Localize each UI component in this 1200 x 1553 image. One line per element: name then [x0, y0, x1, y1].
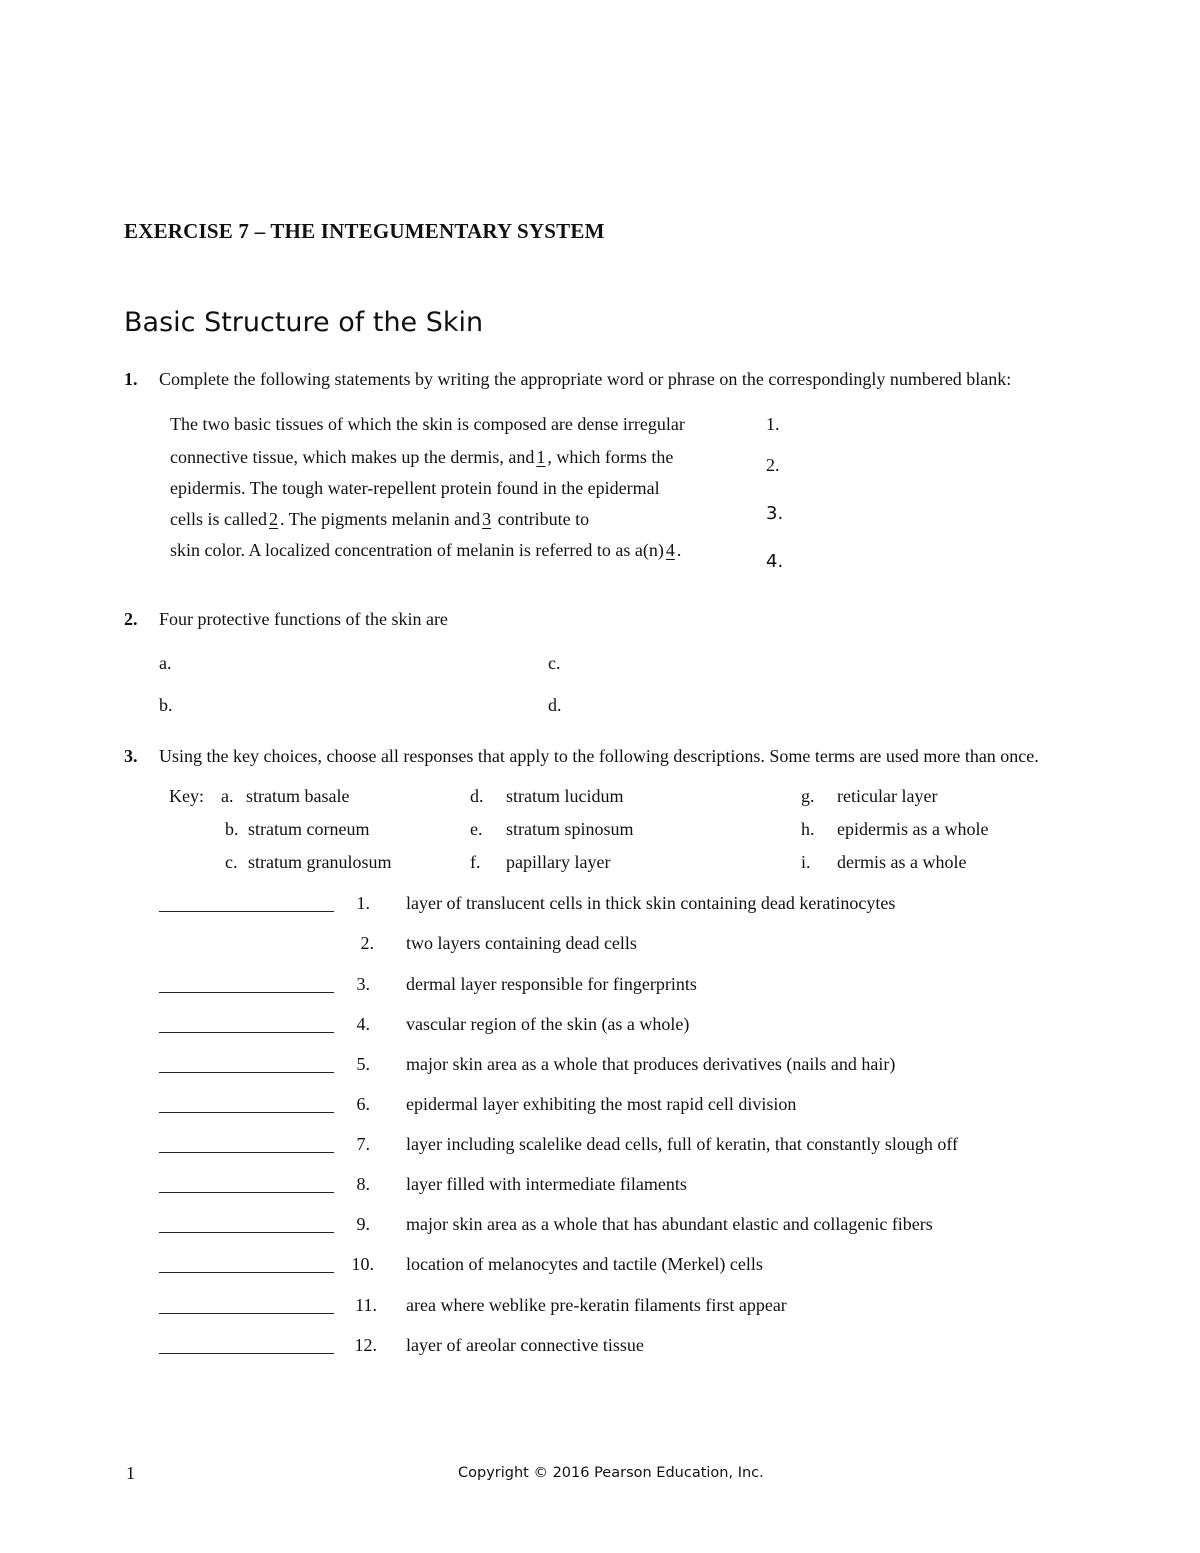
passage-text: , which forms the: [547, 447, 674, 467]
key-term: stratum spinosum: [506, 819, 634, 839]
fill-blank-3: 3: [482, 509, 492, 529]
q2-number: 2.: [124, 609, 138, 629]
passage-line: The two basic tissues of which the skin is composed are dense irregular: [170, 414, 685, 434]
key-letter: d.: [470, 786, 484, 806]
passage-line: [170, 509, 589, 530]
item-description: dermal layer responsible for fingerprints: [406, 974, 697, 994]
q3-number: 3.: [124, 746, 138, 766]
item-number: 3.: [356, 974, 370, 994]
passage-text: . The pigments melanin and: [279, 509, 481, 529]
item-number: 2.: [360, 933, 374, 953]
answer-blank[interactable]: [159, 992, 334, 993]
item-description: layer of areolar connective tissue: [406, 1335, 644, 1355]
fill-blank-1: 1: [536, 447, 546, 467]
q2-option-c[interactable]: c.: [548, 653, 561, 673]
key-letter: c.: [225, 852, 238, 872]
item-description: epidermal layer exhibiting the most rapid cell division: [406, 1094, 797, 1114]
answer-label-4[interactable]: 4.: [766, 551, 784, 572]
q2-option-a[interactable]: a.: [159, 653, 172, 673]
item-description: two layers containing dead cells: [406, 933, 637, 953]
exercise-title: EXERCISE 7 – THE INTEGUMENTARY SYSTEM: [124, 219, 605, 243]
item-description: layer filled with intermediate filaments: [406, 1174, 687, 1194]
passage-line: epidermis. The tough water-repellent protein found in the epidermal: [170, 478, 660, 498]
answer-blank[interactable]: [159, 1192, 334, 1193]
passage-line: [170, 540, 681, 561]
key-term: dermis as a whole: [837, 852, 967, 872]
key-term: stratum granulosum: [248, 852, 392, 872]
answer-blank[interactable]: [159, 1232, 334, 1233]
answer-blank[interactable]: [159, 1272, 334, 1273]
key-letter: g.: [801, 786, 815, 806]
key-label: Key:: [169, 786, 204, 806]
passage-text: cells is called: [170, 509, 267, 529]
item-number: 10.: [351, 1254, 374, 1274]
q1-prompt: Complete the following statements by writing the appropriate word or phrase on the correspondingly numbered blank:: [159, 369, 1012, 389]
passage-text: contribute to: [497, 509, 590, 529]
answer-blank[interactable]: [159, 1152, 334, 1153]
answer-blank[interactable]: [159, 1313, 334, 1314]
item-number: 5.: [356, 1054, 370, 1074]
key-term: stratum lucidum: [506, 786, 624, 806]
item-number: 7.: [356, 1134, 370, 1154]
item-description: vascular region of the skin (as a whole): [406, 1014, 690, 1034]
q3-prompt: Using the key choices, choose all responses that apply to the following descriptions. Some terms are used more than once.: [159, 746, 1039, 766]
section-title: Basic Structure of the Skin: [124, 307, 484, 338]
q1-number: 1.: [124, 369, 138, 389]
key-term: stratum corneum: [248, 819, 370, 839]
page-number: 1: [126, 1463, 135, 1483]
item-description: major skin area as a whole that produces derivatives (nails and hair): [406, 1054, 896, 1074]
item-number: 1.: [356, 893, 370, 913]
item-number: 9.: [356, 1214, 370, 1234]
answer-blank[interactable]: [159, 911, 334, 912]
passage-text: connective tissue, which makes up the dermis, and: [170, 447, 535, 467]
answer-label-2[interactable]: 2.: [766, 455, 780, 475]
item-description: layer of translucent cells in thick skin containing dead keratinocytes: [406, 893, 896, 913]
answer-label-1[interactable]: 1.: [766, 414, 780, 434]
key-letter: b.: [225, 819, 239, 839]
passage-text: skin color. A localized concentration of melanin is referred to as a(n): [170, 540, 664, 560]
answer-label-3[interactable]: 3.: [766, 503, 784, 524]
key-letter: a.: [221, 786, 234, 806]
key-letter: e.: [470, 819, 483, 839]
copyright-notice: Copyright © 2016 Pearson Education, Inc.: [458, 1465, 764, 1481]
q2-option-b[interactable]: b.: [159, 695, 173, 715]
fill-blank-2: 2: [268, 509, 278, 529]
item-number: 11.: [355, 1295, 377, 1315]
key-term: papillary layer: [506, 852, 611, 872]
item-description: location of melanocytes and tactile (Merkel) cells: [406, 1254, 763, 1274]
item-description: area where weblike pre-keratin filaments first appear: [406, 1295, 787, 1315]
item-number: 4.: [356, 1014, 370, 1034]
key-letter: f.: [470, 852, 481, 872]
q2-prompt: Four protective functions of the skin are: [159, 609, 448, 629]
key-letter: i.: [801, 852, 811, 872]
item-number: 12.: [354, 1335, 377, 1355]
key-term: reticular layer: [837, 786, 938, 806]
q2-option-d[interactable]: d.: [548, 695, 562, 715]
item-description: major skin area as a whole that has abundant elastic and collagenic fibers: [406, 1214, 933, 1234]
key-term: epidermis as a whole: [837, 819, 989, 839]
item-description: layer including scalelike dead cells, full of keratin, that constantly slough off: [406, 1134, 959, 1154]
item-number: 8.: [356, 1174, 370, 1194]
passage-line: [170, 447, 673, 468]
answer-blank[interactable]: [159, 1072, 334, 1073]
passage-text: .: [676, 540, 682, 560]
key-term: stratum basale: [246, 786, 350, 806]
fill-blank-4: 4: [665, 540, 675, 560]
answer-blank[interactable]: [159, 1032, 334, 1033]
answer-blank[interactable]: [159, 1353, 334, 1354]
key-letter: h.: [801, 819, 815, 839]
item-number: 6.: [356, 1094, 370, 1114]
answer-blank[interactable]: [159, 1112, 334, 1113]
